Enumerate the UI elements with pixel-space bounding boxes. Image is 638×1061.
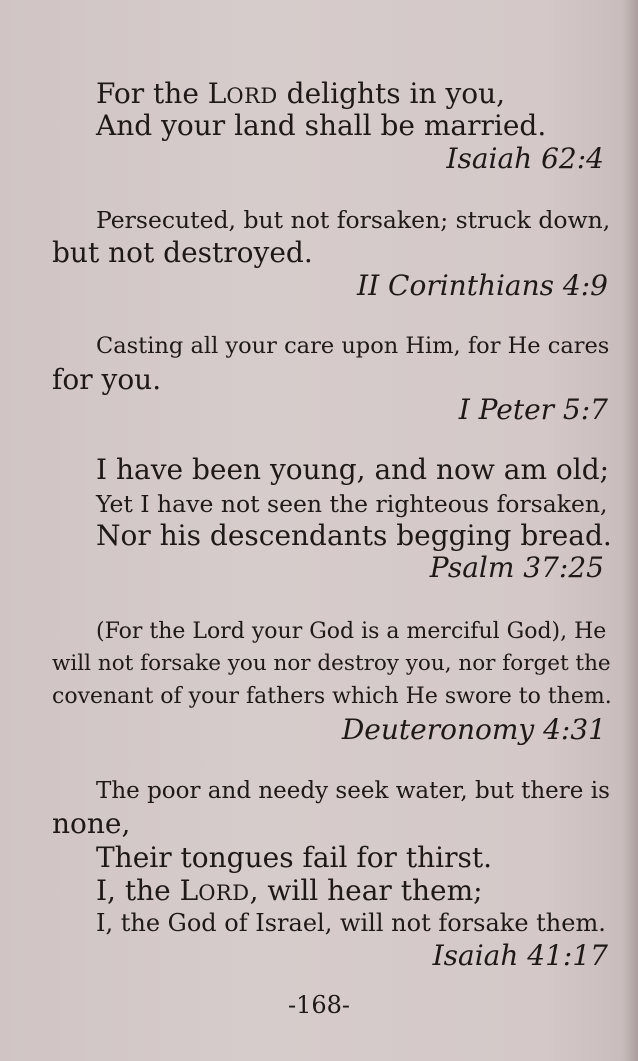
verse-reference: Deuteronomy 4:31 — [341, 713, 606, 746]
verse-reference: II Corinthians 4:9 — [357, 269, 608, 302]
verse-line: (For the Lord your God is a merciful God), He — [96, 619, 607, 644]
verse-line: I have been young, and now am old; — [96, 453, 610, 486]
verse-reference: Isaiah 62:4 — [446, 142, 604, 175]
verse-reference: I Peter 5:7 — [458, 393, 608, 426]
verse-line: Yet I have not seen the righteous forsaken, — [96, 490, 608, 518]
verse-line: Casting all your care upon Him, for He cares — [96, 333, 610, 359]
verse-line: And your land shall be married. — [96, 109, 547, 142]
verse-line: but not destroyed. — [52, 236, 313, 269]
verse-line: For the LORD delights in you, — [96, 77, 506, 110]
verse-line: The poor and needy seek water, but there is — [96, 778, 610, 804]
verse-line: Their tongues fail for thirst. — [96, 841, 492, 874]
verse-reference: Isaiah 41:17 — [432, 939, 608, 972]
verse-line: none, — [52, 807, 131, 840]
verse-reference: Psalm 37:25 — [429, 551, 604, 584]
page-number: -168- — [287, 991, 351, 1019]
verse-line: I, the God of Israel, will not forsake them. — [96, 909, 606, 937]
verse-line: I, the LORD, will hear them; — [96, 874, 483, 907]
verse-line: Nor his descendants begging bread. — [96, 519, 612, 552]
verse-line: will not forsake you nor destroy you, nor forget the — [52, 651, 611, 676]
verse-line: covenant of your fathers which He swore to them. — [52, 684, 612, 709]
verse-line: for you. — [52, 363, 162, 396]
verse-line: Persecuted, but not forsaken; struck down, — [96, 206, 611, 234]
page-spine-shadow — [624, 0, 638, 1061]
